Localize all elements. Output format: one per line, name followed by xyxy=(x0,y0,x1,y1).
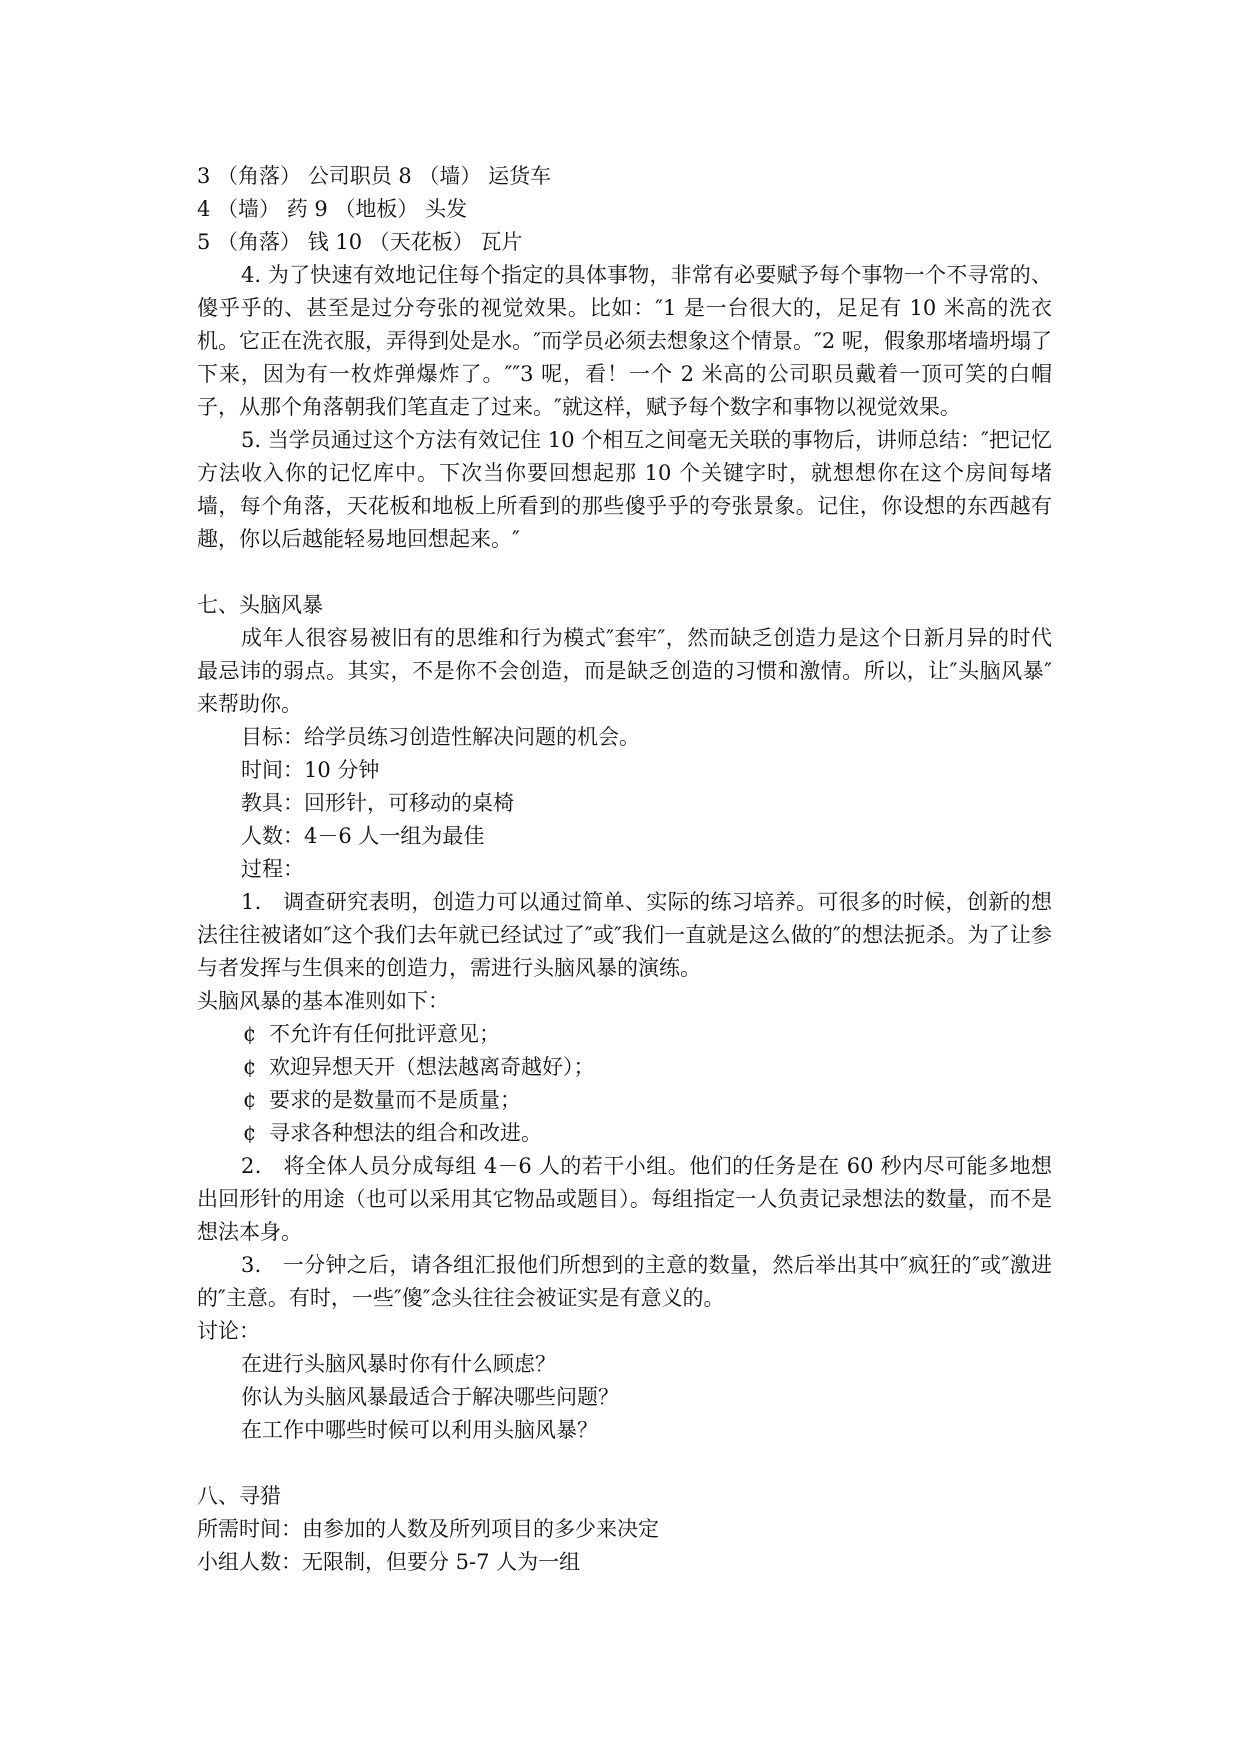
bullet-icon: ¢ xyxy=(243,1022,257,1046)
section-7-intro: 成年人很容易被旧有的思维和行为模式″套牢″，然而缺乏创造力是这个日新月异的时代最忌讳的弱点。其实，不是你不会创造，而是缺乏创造的习惯和激情。所以，让″头脑风暴″来帮助你。 xyxy=(197,626,1052,716)
section-8-heading: 八、寻猎 xyxy=(197,1484,281,1508)
step-4-paragraph: 4. 为了快速有效地记住每个指定的具体事物，非常有必要赋予每个事物一个不寻常的、傻乎乎的、甚至是过分夸张的视觉效果。比如：″1 是一台很大的，足足有 10 米高的洗衣机。它正在洗衣服，弄得到处是水。″而学员必须去想象这个情景。″2 呢，假象那堵墙坍塌了下来，因为有一枚炸弹爆炸了。″″3 呢，看！一个 2 米高的公司职员戴着一顶可笑的白帽子，从那个角落朝我们笔直走了过来。″就这样，赋予每个数字和事物以视觉效果。 xyxy=(197,263,1052,419)
rule-text: 寻求各种想法的组合和改进。 xyxy=(269,1121,542,1145)
rule-text: 不允许有任何批评意见； xyxy=(269,1022,500,1046)
time-needed-line: 所需时间：由参加的人数及所列项目的多少来决定 xyxy=(197,1517,659,1541)
section-7-heading: 七、头脑风暴 xyxy=(197,593,323,617)
spacer xyxy=(197,1447,1052,1480)
list-line-4: 4 （墙） 药 9 （地板） 头发 xyxy=(197,197,468,221)
goal-line: 目标：给学员练习创造性解决问题的机会。 xyxy=(241,725,640,749)
rule-item xyxy=(197,1018,1052,1051)
step-2-paragraph: 2． 将全体人员分成每组 4－6 人的若干小组。他们的任务是在 60 秒内尽可能多地想出回形针的用途（也可以采用其它物品或题目）。每组指定一人负责记录想法的数量，而不是想法本身。 xyxy=(197,1154,1052,1244)
time-line: 时间：10 分钟 xyxy=(241,758,380,782)
discussion-label: 讨论： xyxy=(197,1319,260,1343)
group-size-line: 小组人数：无限制，但要分 5-7 人为一组 xyxy=(197,1550,581,1574)
spacer xyxy=(197,556,1052,589)
rule-text: 欢迎异想天开（想法越离奇越好）； xyxy=(269,1055,595,1079)
bullet-icon: ¢ xyxy=(243,1088,257,1112)
bullet-icon: ¢ xyxy=(243,1121,257,1145)
discussion-question: 在进行头脑风暴时你有什么顾虑？ xyxy=(241,1352,556,1376)
rule-text: 要求的是数量而不是质量； xyxy=(269,1088,521,1112)
step-3-paragraph: 3． 一分钟之后，请各组汇报他们所想到的主意的数量，然后举出其中″疯狂的″或″激进的″主意。有时，一些″傻″念头往往会被证实是有意义的。 xyxy=(197,1253,1052,1310)
discussion-question: 在工作中哪些时候可以利用头脑风暴？ xyxy=(241,1418,598,1442)
tools-line: 教具：回形针，可移动的桌椅 xyxy=(241,791,514,815)
people-line: 人数：4－6 人一组为最佳 xyxy=(241,824,485,848)
list-line-5: 5 （角落） 钱 10 （天花板） 瓦片 xyxy=(197,230,523,254)
list-line-3: 3 （角落） 公司职员 8 （墙） 运货车 xyxy=(197,164,552,188)
step-5-paragraph: 5. 当学员通过这个方法有效记住 10 个相互之间毫无关联的事物后，讲师总结：″把记忆方法收入你的记忆库中。下次当你要回想起那 10 个关键字时，就想想你在这个房间每堵墙，每个角落，天花板和地板上所看到的那些傻乎乎的夸张景象。记住，你设想的东西越有趣，你以后越能轻易地回想起来。″ xyxy=(197,428,1052,551)
process-label: 过程： xyxy=(241,857,304,881)
rule-item xyxy=(197,1117,1052,1150)
rule-item xyxy=(197,1051,1052,1084)
document-page xyxy=(197,160,1052,1579)
rules-intro: 头脑风暴的基本准则如下： xyxy=(197,989,449,1013)
rule-item xyxy=(197,1084,1052,1117)
bullet-icon: ¢ xyxy=(243,1055,257,1079)
discussion-question: 你认为头脑风暴最适合于解决哪些问题？ xyxy=(241,1385,619,1409)
step-1-paragraph: 1． 调查研究表明，创造力可以通过简单、实际的练习培养。可很多的时候，创新的想法往往被诸如″这个我们去年就已经试过了″或″我们一直就是这么做的″的想法扼杀。为了让参与者发挥与生俱来的创造力，需进行头脑风暴的演练。 xyxy=(197,890,1052,980)
